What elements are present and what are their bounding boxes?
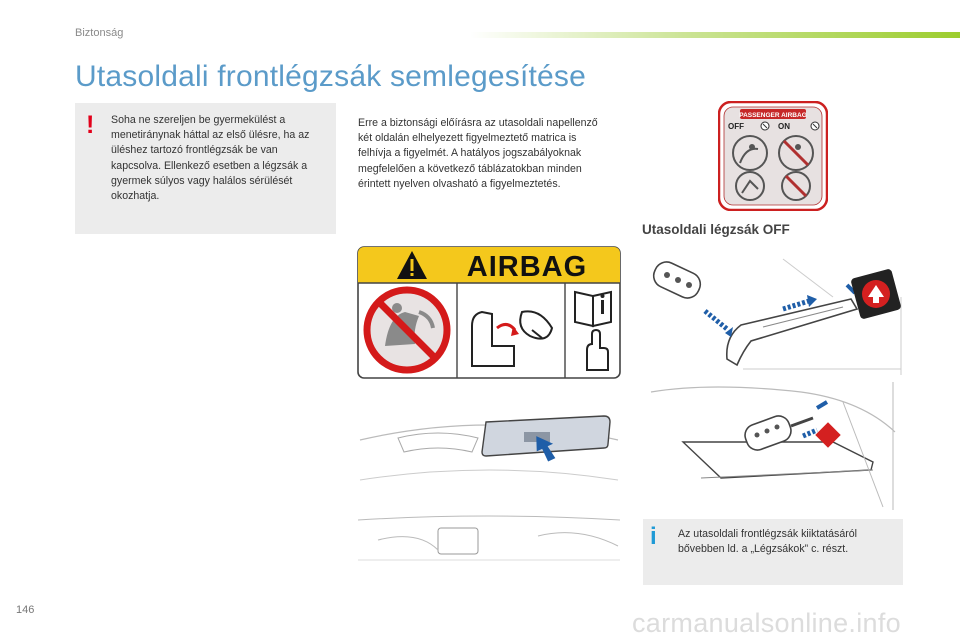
page-title: Utasoldali frontlégzsák semlegesítése <box>75 60 586 93</box>
airbag-switch-icon <box>850 268 901 319</box>
sticker-airbag-label: AIRBAG <box>466 251 588 283</box>
info-text: Az utasoldali frontlégzsák kiiktatásáról bővebben ld. a „Légzsákok” c. részt. <box>678 528 858 556</box>
sun-visor-illustration <box>358 410 620 580</box>
intro-text: Erre a biztonsági előírásra az utasoldali napellenző két oldalán elhelyezett figyelmeztető matrica is felhívja a figyelmét. A hatályos jogszabályoknak megfelelően a következő táblázatokban minden érintett nyelven olvasható a figyelmeztetés. <box>358 117 598 190</box>
no-rear-facing-child-seat-icon <box>367 290 447 370</box>
passenger-airbag-off-subtitle: Utasoldali légzsák OFF <box>642 222 790 237</box>
page-number: 146 <box>16 604 35 616</box>
key-blade-icon <box>727 299 857 365</box>
header-rule <box>470 32 960 38</box>
remote-key-icon <box>650 258 704 302</box>
section-label: Biztonság <box>75 27 124 39</box>
indicator-on-label: ON <box>778 122 790 131</box>
glovebox-illustration <box>643 382 903 510</box>
info-icon: i <box>650 523 657 550</box>
passenger-airbag-indicator-illustration <box>718 101 828 211</box>
airbag-warning-sticker <box>357 246 621 379</box>
watermark: carmanualsonline.info <box>632 608 901 638</box>
indicator-panel-label: PASSENGER AIRBAG <box>739 112 807 119</box>
warning-text: Soha ne szereljen be gyermekülést a menetiránynak háttal az első ülésre, ha az üléshez tartozó frontlégzsák be van kapcsolva. Ellenkező esetben a légzsák a gyermek súlyos vagy halálos sérülését okozhatja. <box>111 114 310 203</box>
warning-icon: ! <box>86 111 95 139</box>
indicator-off-label: OFF <box>728 122 744 131</box>
key-switch-illustration <box>643 257 903 377</box>
